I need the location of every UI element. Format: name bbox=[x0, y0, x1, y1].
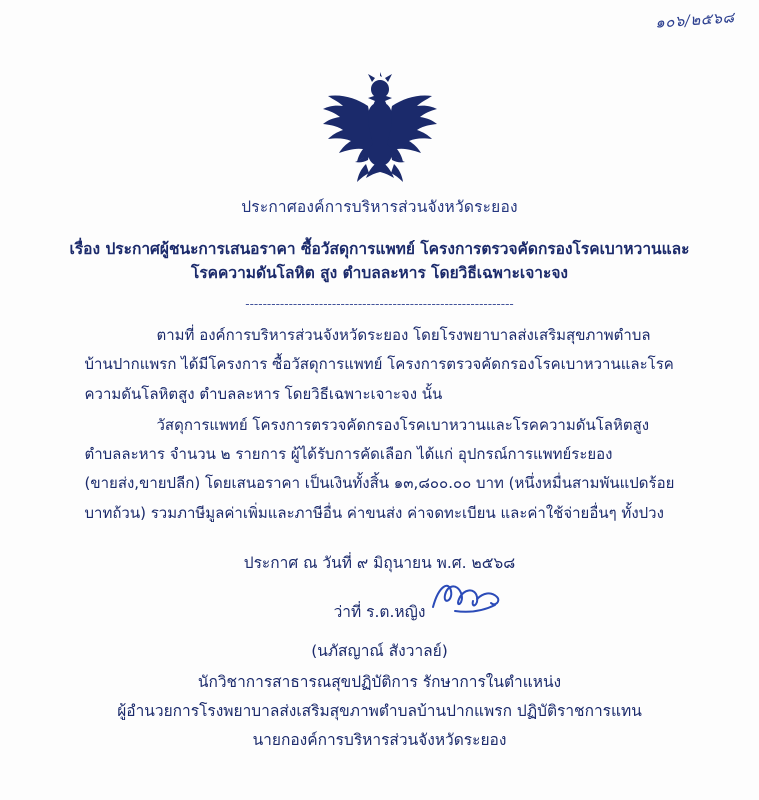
signature-scribble-icon bbox=[425, 575, 515, 617]
signer-position-line-1: นักวิชาการสาธารณสุขปฏิบัติการ รักษาการในตำแหน่ง bbox=[197, 672, 562, 691]
signature-block bbox=[0, 599, 759, 754]
signature-rank-row bbox=[334, 599, 426, 624]
document-subject bbox=[60, 237, 700, 285]
body-paragraph-2-text: วัสดุการแพทย์ โครงการตรวจคัดกรองโรคเบาหวานและโรคความดันโลหิตสูง ตำบลละหาร จำนวน ๒ รายการ ผู้ได้รับการคัดเลือก ได้แก่ อุปกรณ์การแพทย์ระยอง (ขายส่ง,ขายปลีก) โดยเสนอราคา เป็นเงินทั้งสิ้น ๑๓,๘๐๐.๐๐ บาท (หนึ่งหมื่นสามพันแปดร้อยบาทถ้วน) รวมภาษีมูลค่าเพิ่มและภาษีอื่น ค่าขนส่ง ค่าจดทะเบียน และค่าใช้จ่ายอื่นๆ ทั้งปวง bbox=[84, 415, 675, 522]
signer-position-line-3: นายกองค์การบริหารส่วนจังหวัดระยอง bbox=[252, 731, 507, 750]
announcement-date: ประกาศ ณ วันที่ ๙ มิถุนายน พ.ศ. ๒๕๖๘ bbox=[243, 553, 516, 572]
body-paragraph-1-text: ตามที่ องค์การบริหารส่วนจังหวัดระยอง โดยโรงพยาบาลส่งเสริมสุขภาพตำบลบ้านปากแพรก ได้มีโครงการ ซื้อวัสดุการแพทย์ โครงการตรวจคัดกรองโรคเบาหวานและโรคความดันโลหิตสูง ตำบลละหาร โดยวิธีเฉพาะเจาะจง นั้น bbox=[84, 326, 674, 403]
signer-position bbox=[0, 669, 759, 754]
body-paragraph-2 bbox=[85, 411, 675, 528]
signer-position-line-2: ผู้อำนวยการโรงพยาบาลส่งเสริมสุขภาพตำบลบ้านปากแพรก ปฏิบัติราชการแทน bbox=[117, 701, 642, 720]
garuda-emblem bbox=[310, 0, 450, 192]
document-body bbox=[85, 321, 675, 528]
signer-rank: ว่าที่ ร.ต.หญิง bbox=[333, 602, 426, 621]
body-paragraph-1 bbox=[85, 321, 675, 409]
organization-title: ประกาศองค์การบริหารส่วนจังหวัดระยอง bbox=[241, 198, 518, 216]
subject-text: ประกาศผู้ชนะการเสนอราคา ซื้อวัสดุการแพทย์ โครงการตรวจคัดกรองโรคเบาหวานและโรคความดันโลหิต สูง ตำบลละหาร โดยวิธีเฉพาะเจาะจง bbox=[105, 240, 690, 283]
subject-label: เรื่อง bbox=[69, 240, 101, 258]
handwritten-reference-number: ๑๐๖/๒๕๖๘ bbox=[654, 8, 736, 32]
signer-name: (นภัสญาณ์ สังวาลย์) bbox=[311, 641, 448, 660]
divider-line: -------------------------------------------------------------- bbox=[245, 297, 514, 312]
